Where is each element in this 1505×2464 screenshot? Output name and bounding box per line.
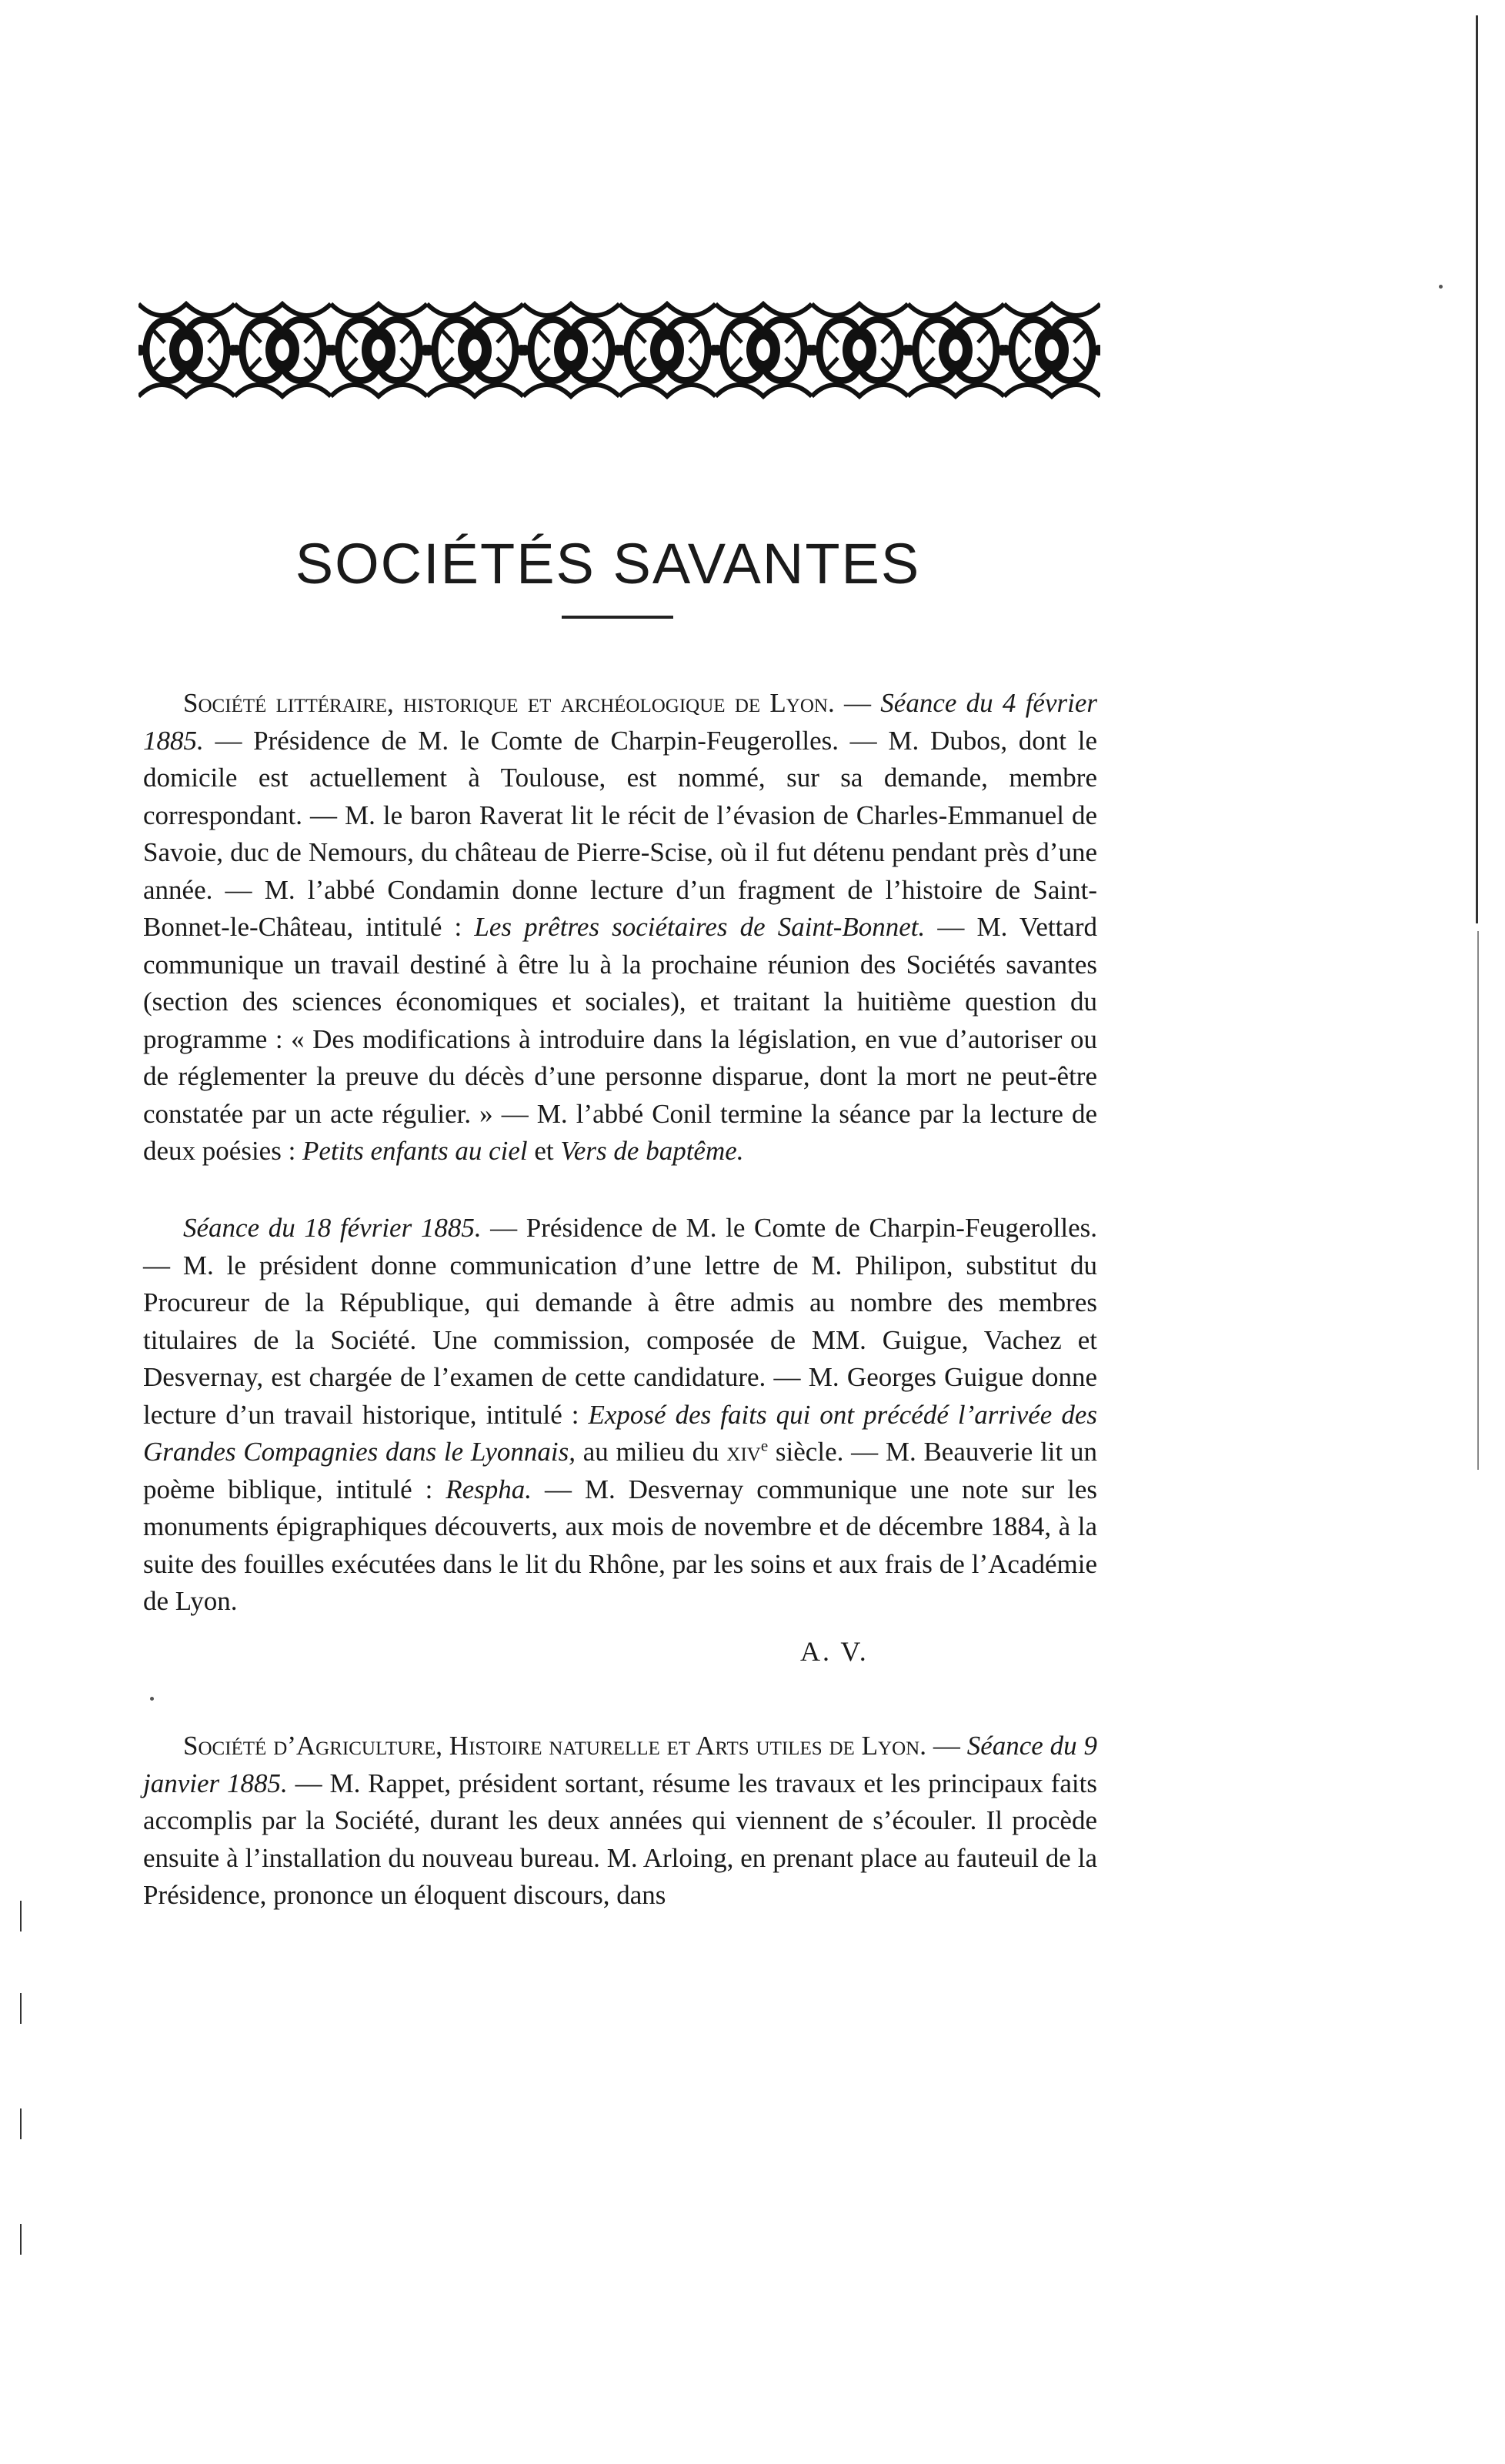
body-text: — Présidence de M. le Comte de Charpin-Feugerolles. — M. Dubos, dont le domicile est actuellement à Toulouse, est nommé, sur sa demande, membre correspondant. — M. le baron Raverat lit le récit de l’évasion de Charles-Emmanuel de Savoie, duc de Nemours, du château de Pierre-Scise, où il fut détenu pendant près d’une année. — M. l’abbé Condamin donne lecture d’un fragment de l’histoire de Saint-Bonnet-le-Château, intitulé : (143, 725, 1097, 942)
body-text: et (527, 1136, 561, 1166)
section-paragraph (143, 1210, 1097, 1621)
scan-edge-line (20, 1993, 22, 2024)
century-numeral: xiv (726, 1437, 761, 1467)
body-text: — Présidence de M. le Comte de Charpin-Feugerolles. — M. le président donne communication d’une lettre de M. Philipon, substitut du Procureur de la République, qui demande à être admis au nombre des membres titulaires de la Société. Une commission, composée de MM. Guigue, Vachez et Desvernay, est chargée de l’examen de cette candidature. — M. Georges Guigue donne lecture d’un travail historique, intitulé : (143, 1213, 1097, 1430)
dash: — (834, 688, 881, 718)
scan-edge-line (1477, 931, 1479, 1470)
scan-edge-line (20, 2108, 22, 2139)
society-heading: Société littéraire, historique et archéologique de Lyon. (183, 688, 835, 718)
work-title: Vers de baptême. (560, 1136, 744, 1166)
paragraph (143, 1210, 1097, 1621)
session-date: Séance du 9 janvier 1885. (143, 1731, 1098, 1798)
ink-speck (150, 1697, 154, 1701)
paragraph (143, 1728, 1097, 1915)
dash: — (926, 1731, 967, 1761)
scan-edge-line (20, 1901, 22, 1931)
work-title: Petits enfants au ciel (302, 1136, 528, 1166)
society-heading: Société d’Agriculture, Histoire naturelle et Arts utiles de Lyon. (183, 1731, 926, 1761)
body-text: — M. Rappet, président sortant, résume les travaux et les principaux faits accomplis par la Société, durant les deux années qui viennent de s’écouler. Il procède ensuite à l’installation du nouveau bureau. M. Arloing, en prenant place au fauteuil de la Présidence, prononce un éloquent discours, dans (143, 1768, 1098, 1910)
section-paragraph (143, 685, 1097, 1170)
scan-edge-line (20, 2224, 22, 2255)
body-text: — M. Vettard communique un travail destiné à être lu à la prochaine réunion des Sociétés savantes (section des sciences économiques et sociales), et traitant la huitième question du programme : « Des modifications à introduire dans la législation, en vue d’autoriser ou de réglementer la preuve du décès d’une personne disparue, dont la mort ne peut-être constatée par un acte régulier. » — M. l’abbé Conil termine la séance par la lecture de deux poésies : (143, 912, 1097, 1166)
work-title: Exposé des faits qui ont précédé l’arrivée des Grandes Compagnies dans le Lyonnais, (143, 1399, 1097, 1467)
session-date: Séance du 18 février 1885. (183, 1213, 482, 1243)
session-date: Séance du 4 février 1885. (143, 688, 1098, 756)
body-text: siècle. — M. Beauverie lit un poème biblique, intitulé : (143, 1437, 1097, 1504)
scan-edge-line (1476, 15, 1478, 923)
interlaced-scroll-ornament-icon (138, 296, 1100, 404)
century-superscript: e (760, 1436, 769, 1455)
ink-speck (1439, 285, 1443, 289)
author-signature: A. V. (800, 1636, 869, 1667)
paragraph (143, 685, 1097, 1170)
section-paragraph (143, 1728, 1097, 1915)
body-text: au milieu du (575, 1437, 727, 1467)
title-rule (562, 616, 673, 619)
body-text: — M. Desvernay communique une note sur les monuments épigraphiques découverts, aux mois de novembre et de décembre 1884, à la suite des fouilles exécutées dans le lit du Rhône, par les soins et aux frais de l’Académie de Lyon. (143, 1474, 1097, 1616)
page-title: SOCIÉTÉS SAVANTES (295, 531, 921, 596)
work-title: Les prêtres sociétaires de Saint-Bonnet. (474, 912, 926, 942)
work-title: Respha. (445, 1474, 532, 1504)
